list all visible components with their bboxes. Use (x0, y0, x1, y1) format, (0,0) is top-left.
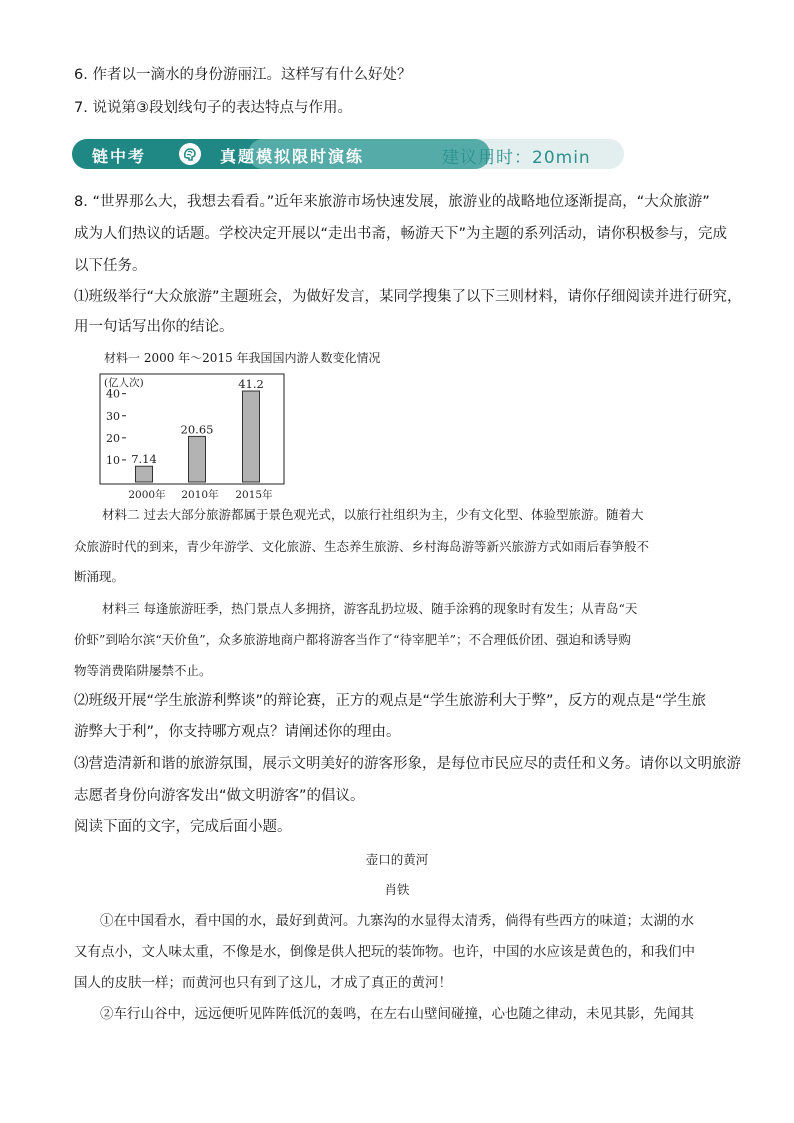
q8-part3-line-2: 志愿者身份向游客发出“做文明游客”的倡议。 (74, 788, 365, 804)
banner-suggested-time: 建议用时：20min (442, 148, 591, 168)
material2-line-3: 断涌现。 (74, 569, 125, 584)
material3-line-1: 材料三 每逢旅游旺季，热门景点人多拥挤，游客乱扔垃圾、随手涂鸦的现象时有发生；从青岛“天 (102, 601, 638, 616)
y-axis-label: (亿人次) (104, 377, 144, 389)
y-tick-label: 10 (106, 453, 120, 467)
article-para1-line-1: ①在中国看水，看中国的水，最好到黄河。九寨沟的水显得太清秀，倘得有些西方的味道；太湖的水 (100, 913, 694, 929)
bar-data-label: 20.65 (180, 422, 214, 437)
article-para1-line-2: 又有点小，文人味太重，不像是水，倒像是供人把玩的装饰物。也许，中国的水应该是黄色的，和我们中 (74, 944, 695, 960)
question-7: 7. 说说第③段划线句子的表达特点与作用。 (74, 100, 352, 116)
q8-part2-line-1: ⑵班级开展“学生旅游利弊谈”的辩论赛，正方的观点是“学生旅游利大于弊”，反方的观点是“学生旅 (74, 693, 707, 709)
q8-part2-line-2: 游弊大于利”，你支持哪方观点？请阐述你的理由。 (74, 724, 401, 740)
section-banner (72, 138, 624, 170)
material3-line-3: 物等消费陷阱屡禁不止。 (74, 663, 212, 678)
q8-line-3: 以下任务。 (74, 258, 147, 274)
bar-data-label: 41.2 (238, 377, 264, 392)
brain-icon (178, 142, 202, 166)
q8-part3-line-1: ⑶营造清新和谐的旅游氛围，展示文明美好的游客形象，是每位市民应尽的责任和义务。请你以文明旅游 (74, 756, 741, 772)
bar (243, 391, 260, 482)
q8-part1-line-1: ⑴班级举行“大众旅游”主题班会，为做好发言，某同学搜集了以下三则材料，请你仔细阅读并进行研究， (74, 289, 742, 305)
article-para2-line-1: ②车行山谷中，远远便听见阵阵低沉的轰鸣，在左右山壁间碰撞，心也随之律动，未见其影，先闻其 (100, 1006, 694, 1022)
x-tick-label: 2000年 (128, 489, 166, 501)
y-tick-label: 30 (106, 409, 120, 423)
q8-line-1: 8. “世界那么大，我想去看看。”近年来旅游市场快速发展，旅游业的战略地位逐渐提高，“大众旅游” (74, 194, 710, 210)
question-6: 6. 作者以一滴水的身份游丽江。这样写有什么好处？ (74, 67, 412, 83)
material2-line-2: 众旅游时代的到来，青少年游学、文化旅游、生态养生旅游、乡村海岛游等新兴旅游方式如雨后春笋般不 (74, 539, 650, 554)
article-author: 肖铁 (384, 882, 410, 897)
q8-part1-line-2: 用一句话写出你的结论。 (74, 319, 234, 335)
article-title: 壶口的黄河 (365, 852, 429, 867)
reading-intro: 阅读下面的文字，完成后面小题。 (74, 819, 292, 835)
article-para1-line-3: 国人的皮肤一样；而黄河也只有到了这儿，才成了真正的黄河！ (74, 975, 452, 991)
bar (136, 466, 153, 482)
banner-center-label: 真题模拟限时演练 (220, 147, 365, 166)
x-tick-label: 2015年 (235, 489, 273, 501)
banner-left-label: 链中考 (92, 147, 147, 166)
bar (189, 436, 206, 482)
y-tick-label: 40 (106, 387, 120, 401)
material2-line-1: 材料二 过去大部分旅游都属于景色观光式，以旅行社组织为主，少有文化型、体验型旅游。随着大 (102, 507, 644, 522)
material1-caption: 材料一 2000 年～2015 年我国国内游人数变化情况 (104, 351, 381, 365)
q8-line-2: 成为人们热议的话题。学校决定开展以“走出书斋，畅游天下”为主题的系列活动，请你积极参与，完成 (74, 226, 728, 242)
bar-data-label: 7.14 (131, 452, 157, 467)
material3-line-2: 价虾”到哈尔滨“天价鱼”，众多旅游地商户都将游客当作了“待宰肥羊”；不合理低价团、强迫和诱导购 (74, 632, 631, 647)
x-tick-label: 2010年 (181, 489, 219, 501)
y-tick-label: 20 (106, 431, 120, 445)
tourist-bar-chart (98, 372, 288, 502)
